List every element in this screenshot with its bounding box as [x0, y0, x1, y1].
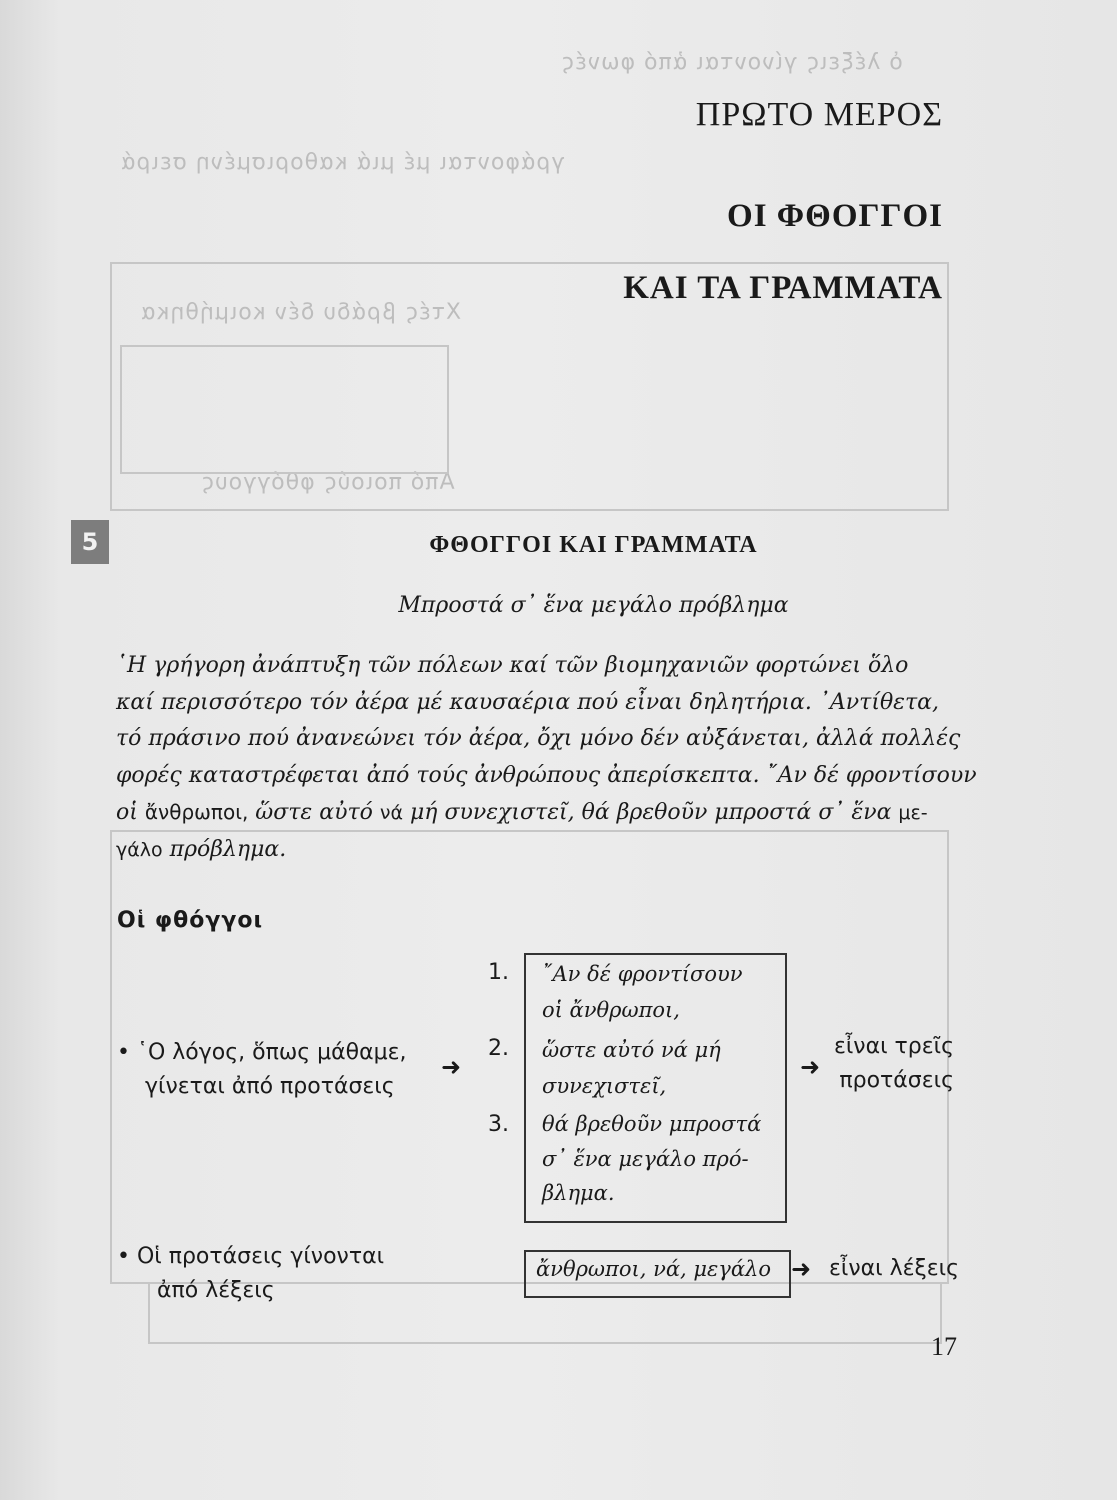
paragraph-line: φορές καταστρέφεται ἀπό τούς ἀνθρώπους ἀπερίσκεπτα. ῎Αν δέ φροντίσουν [116, 762, 977, 788]
paragraph-line [116, 832, 952, 869]
paragraph-line [116, 794, 952, 832]
bullet-line: • ῾Ο λόγος, ὅπως μάθαμε, [117, 1040, 407, 1065]
bullet-sentences-from-words [117, 1240, 384, 1308]
highlighted-word: γάλο [116, 838, 163, 861]
arrow-icon: ➜ [800, 1053, 821, 1081]
result-line: εἶναι τρεῖς [833, 1034, 954, 1059]
sentence-line: βλημα. [542, 1181, 615, 1205]
sentence-line: οἱ ἄνθρωποι, [542, 998, 680, 1022]
page-number: 17 [931, 1332, 957, 1361]
bullet-speech-from-sentences [117, 1036, 407, 1104]
lesson-number-badge: 5 [71, 520, 109, 564]
bullet-line: • Οἱ προτάσεις γίνονται [117, 1244, 385, 1269]
words-box: ἄνθρωποι, νά, μεγάλο [524, 1250, 791, 1298]
show-through-text: Χτές βράδυ δέν κοιμήθηκα [140, 300, 462, 325]
sentence-number: 1. [488, 960, 509, 985]
intro-paragraph [116, 648, 977, 869]
show-through-text: γράφονται μέ μιά καθορισμένη σειρά [120, 150, 565, 175]
highlighted-word: νά [379, 802, 404, 825]
arrow-icon: ➜ [791, 1255, 812, 1283]
sentence-line: ῎Αν δέ φροντίσουν [542, 962, 743, 986]
bullet-line: γίνεται ἀπό προτάσεις [145, 1074, 395, 1099]
paragraph-text: πρόβλημα. [162, 836, 287, 862]
paragraph-text: ὥστε αὐτό [248, 800, 380, 826]
result-line: προτάσεις [839, 1068, 954, 1093]
paragraph-line: καί περισσότερο τόν ἀέρα μέ καυσαέρια πού εἶναι δηλητήρια. ᾿Αντίθετα, [116, 689, 940, 715]
highlighted-word: με- [898, 802, 928, 825]
result-words: εἶναι λέξεις [829, 1256, 959, 1281]
sentence-line: συνεχιστεῖ, [542, 1074, 667, 1098]
paragraph-line: ῾Η γρήγορη ἀνάπτυξη τῶν πόλεων καί τῶν βιομηχανιῶν φορτώνει ὅλο [116, 653, 909, 678]
paragraph-text: μή συνεχιστεῖ, θά βρεθοῦν μπροστά σ᾿ ἕνα [403, 800, 899, 826]
sentence-number: 2. [488, 1036, 509, 1061]
paragraph-line: τό πράσινο πού ἀνανεώνει τόν ἀέρα, ὄχι μόνο δέν αὐξάνεται, ἀλλά πολλές [116, 726, 961, 752]
highlighted-word: ἄνθρωποι, [144, 800, 249, 825]
bullet-line: ἀπό λέξεις [157, 1278, 275, 1303]
subheading-phthongoi: Οἱ φθόγγοι [117, 908, 264, 933]
sentence-line: θά βρεθοῦν μπροστά [542, 1112, 762, 1136]
section-title: ΦΘΟΓΓΟΙ ΚΑΙ ΓΡΑΜΜΑΤΑ [429, 532, 758, 558]
show-through-box [120, 345, 449, 474]
result-three-sentences [818, 1030, 954, 1098]
show-through-text: Από ποιούς φθόγγους [200, 470, 455, 495]
sentence-line: ὥστε αὐτό νά μή [542, 1038, 721, 1062]
chapter-heading-line-1: ΟΙ ΦΘΟΓΓΟΙ [727, 198, 943, 234]
sentence-number: 3. [488, 1112, 509, 1137]
chapter-heading-line-2: ΚΑΙ ΤΑ ΓΡΑΜΜΑΤΑ [623, 270, 943, 306]
paragraph-text: οἱ [116, 800, 145, 826]
sentence-line: σ᾿ ἕνα μεγάλο πρό- [542, 1147, 749, 1171]
arrow-icon: ➜ [441, 1053, 462, 1081]
section-subtitle: Μπροστά σ᾿ ἕνα μεγάλο πρόβλημα [398, 593, 789, 618]
sentences-box [524, 953, 787, 1223]
part-heading: ΠΡΩΤΟ ΜΕΡΟΣ [695, 96, 943, 133]
show-through-text: ὁ λέξεις γίνονται ἀπό φωνές [560, 50, 903, 75]
